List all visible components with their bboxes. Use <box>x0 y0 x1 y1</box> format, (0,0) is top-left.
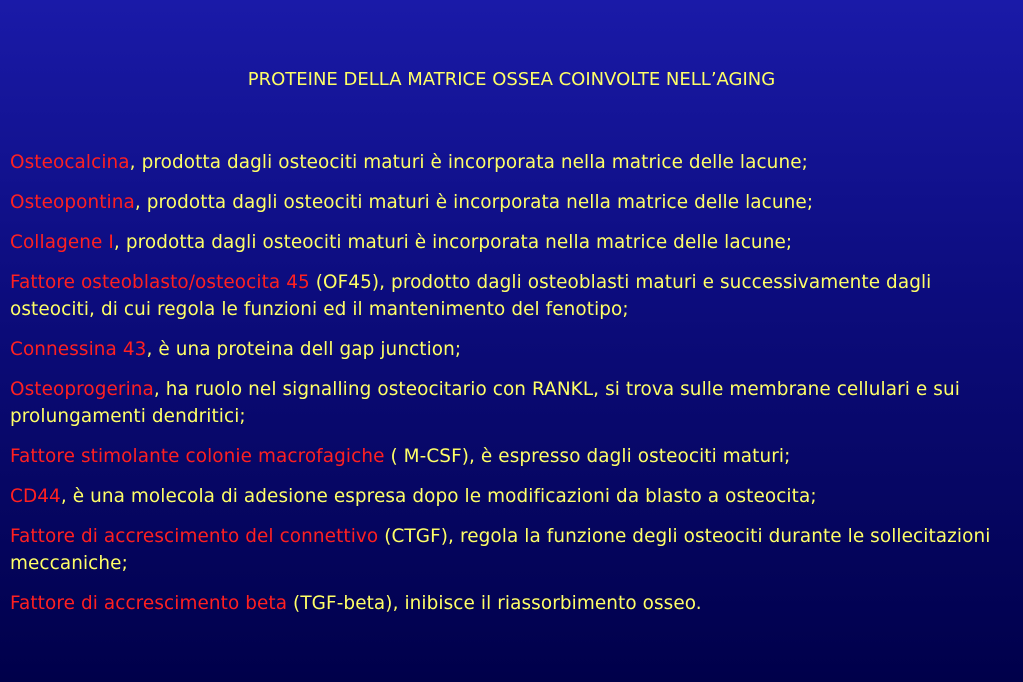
protein-description: (OF45), prodotto dagli osteoblasti maturi e successivamente dagli osteociti, di cui regola le funzioni ed il mantenimento del fenotipo; <box>10 272 932 320</box>
protein-description: , prodotta dagli osteociti maturi è incorporata nella matrice delle lacune; <box>113 232 793 253</box>
list-item <box>10 483 1015 510</box>
list-item <box>10 590 1015 617</box>
protein-name: Osteoprogerina <box>10 379 154 400</box>
protein-description: (TGF-beta), inibisce il riassorbimento osseo. <box>287 593 702 614</box>
list-item <box>10 229 1015 256</box>
list-item <box>10 189 1015 216</box>
protein-name: Fattore di accrescimento beta <box>10 593 288 614</box>
list-item <box>10 269 1015 323</box>
protein-description: , prodotta dagli osteociti maturi è incorporata nella matrice delle lacune; <box>134 192 814 213</box>
protein-list <box>10 149 1015 630</box>
protein-name: Collagene I <box>10 232 114 253</box>
protein-name: Fattore di accrescimento del connettivo <box>10 526 379 547</box>
list-item <box>10 149 1015 176</box>
protein-description: , è una molecola di adesione espresa dopo le modificazioni da blasto a osteocita; <box>60 486 817 507</box>
protein-name: Fattore stimolante colonie macrofagiche <box>10 446 385 467</box>
protein-name: CD44 <box>10 486 61 507</box>
list-item <box>10 376 1015 430</box>
list-item <box>10 443 1015 470</box>
protein-name: Osteocalcina <box>10 152 130 173</box>
protein-description: , ha ruolo nel signalling osteocitario con RANKL, si trova sulle membrane cellulari e sui prolungamenti dendritici; <box>10 379 960 427</box>
list-item <box>10 336 1015 363</box>
protein-description: , è una proteina dell gap junction; <box>146 339 462 360</box>
protein-name: Fattore osteoblasto/osteocita 45 <box>10 272 310 293</box>
protein-description: (CTGF), regola la funzione degli osteociti durante le sollecitazioni meccaniche; <box>10 526 991 574</box>
protein-name: Connessina 43 <box>10 339 147 360</box>
protein-description: ( M-CSF), è espresso dagli osteociti maturi; <box>384 446 791 467</box>
slide-title: PROTEINE DELLA MATRICE OSSEA COINVOLTE NELL’AGING <box>247 69 776 90</box>
protein-description: , prodotta dagli osteociti maturi è incorporata nella matrice delle lacune; <box>129 152 808 173</box>
protein-name: Osteopontina <box>10 192 135 213</box>
list-item <box>10 523 1015 577</box>
